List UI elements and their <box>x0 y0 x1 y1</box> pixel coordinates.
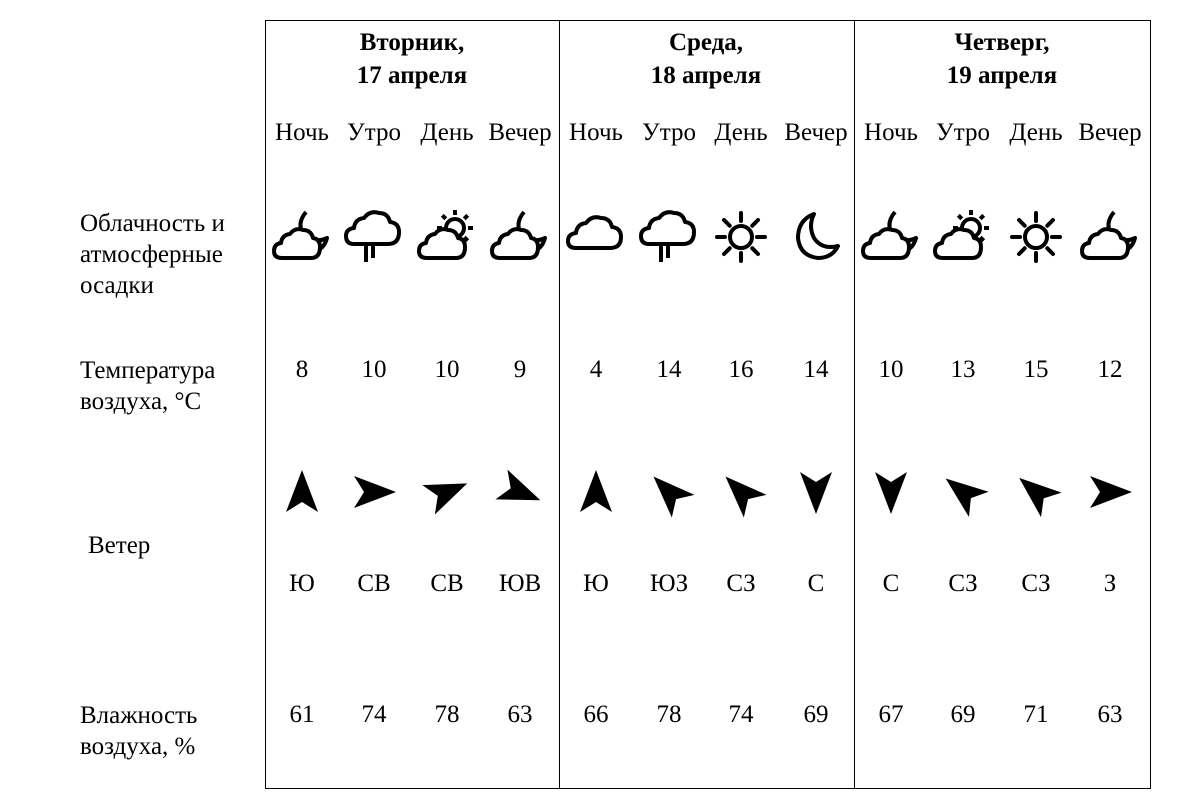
day-name: Среда, <box>668 29 744 56</box>
period-label: Ночь <box>864 119 918 146</box>
sun-icon <box>705 208 778 278</box>
day-header-thursday <box>855 26 1149 92</box>
row-label-line: атмосферные <box>80 241 223 268</box>
humidity-value: 69 <box>803 701 829 728</box>
wind-direction: СЗ <box>726 570 756 597</box>
wind-direction: СЗ <box>948 570 978 597</box>
temperature-value: 9 <box>513 356 527 383</box>
period-label: Утро <box>642 119 696 146</box>
sun-icon <box>1000 208 1073 278</box>
cloud-icon <box>560 208 633 278</box>
wind-arrow-icon <box>1000 462 1073 522</box>
day-name: Вторник, <box>359 29 465 56</box>
period-label: День <box>1009 119 1063 146</box>
wind-arrow-icon <box>855 462 928 522</box>
period-label: Вечер <box>784 119 848 146</box>
wind-direction: СВ <box>357 570 391 597</box>
temperature-value: 12 <box>1097 356 1123 383</box>
period-label: Утро <box>347 119 401 146</box>
period-label: Вечер <box>1078 119 1142 146</box>
humidity-value: 67 <box>878 701 904 728</box>
sun-cloud-icon <box>927 208 1000 278</box>
wind-arrow-icon <box>338 462 411 522</box>
wind-direction: СВ <box>430 570 464 597</box>
wind-direction: Ю <box>289 570 315 597</box>
moon-cloud-icon <box>855 208 928 278</box>
temperature-value: 15 <box>1023 356 1049 383</box>
humidity-value: 61 <box>289 701 315 728</box>
wind-arrow-icon <box>633 462 706 522</box>
period-label: День <box>420 119 474 146</box>
day-name: Четверг, <box>954 29 1050 56</box>
wind-direction: Ю <box>583 570 609 597</box>
row-label-line: осадки <box>80 272 154 299</box>
wind-arrow-icon <box>560 462 633 522</box>
rain-cloud-icon <box>338 208 411 278</box>
day-date: 17 апреля <box>356 62 468 89</box>
row-label-line: Температура <box>80 357 216 384</box>
humidity-value: 63 <box>507 701 533 728</box>
temperature-value: 16 <box>728 356 754 383</box>
temperature-value: 8 <box>295 356 309 383</box>
sun-cloud-icon <box>411 208 484 278</box>
day-date: 19 апреля <box>946 62 1058 89</box>
wind-arrow-icon <box>927 462 1000 522</box>
temperature-value: 14 <box>803 356 829 383</box>
wind-direction: ЮЗ <box>649 570 689 597</box>
row-label-line: воздуха, % <box>80 733 196 760</box>
temperature-value: 14 <box>656 356 682 383</box>
table-border-bottom <box>265 788 1151 789</box>
humidity-value: 74 <box>361 701 387 728</box>
period-label: Вечер <box>488 119 552 146</box>
wind-arrow-icon <box>484 462 557 522</box>
moon-cloud-icon <box>266 208 339 278</box>
row-label-line: Ветер <box>88 532 151 559</box>
wind-direction: С <box>882 570 900 597</box>
row-label-cloudiness <box>80 208 225 301</box>
period-label: Ночь <box>275 119 329 146</box>
temperature-value: 10 <box>878 356 904 383</box>
period-label: Ночь <box>569 119 623 146</box>
temperature-value: 4 <box>589 356 603 383</box>
wind-direction: ЮВ <box>498 570 542 597</box>
moon-icon <box>780 208 853 278</box>
humidity-value: 63 <box>1097 701 1123 728</box>
row-label-line: Облачность и <box>80 210 225 237</box>
wind-arrow-icon <box>411 462 484 522</box>
wind-arrow-icon <box>780 462 853 522</box>
period-label: День <box>714 119 768 146</box>
wind-arrow-icon <box>266 462 339 522</box>
period-label: Утро <box>936 119 990 146</box>
table-border-top <box>265 20 1151 21</box>
row-label-humidity <box>80 700 197 762</box>
table-border-right <box>1150 20 1151 789</box>
humidity-value: 78 <box>434 701 460 728</box>
row-label-wind <box>88 530 150 561</box>
wind-arrow-icon <box>1074 462 1147 522</box>
temperature-value: 10 <box>434 356 460 383</box>
wind-direction: С <box>807 570 825 597</box>
moon-cloud-icon <box>1074 208 1147 278</box>
humidity-value: 66 <box>583 701 609 728</box>
humidity-value: 74 <box>728 701 754 728</box>
row-label-line: Влажность <box>80 702 198 729</box>
row-label-temperature <box>80 355 215 417</box>
rain-cloud-icon <box>633 208 706 278</box>
wind-direction: СЗ <box>1021 570 1051 597</box>
row-label-line: воздуха, °С <box>80 388 202 415</box>
humidity-value: 69 <box>950 701 976 728</box>
day-header-wednesday <box>559 26 853 92</box>
humidity-value: 71 <box>1023 701 1049 728</box>
temperature-value: 13 <box>950 356 976 383</box>
wind-arrow-icon <box>705 462 778 522</box>
day-header-tuesday <box>265 26 559 92</box>
temperature-value: 10 <box>361 356 387 383</box>
day-date: 18 апреля <box>650 62 762 89</box>
moon-cloud-icon <box>484 208 557 278</box>
humidity-value: 78 <box>656 701 682 728</box>
wind-direction: З <box>1103 570 1117 597</box>
